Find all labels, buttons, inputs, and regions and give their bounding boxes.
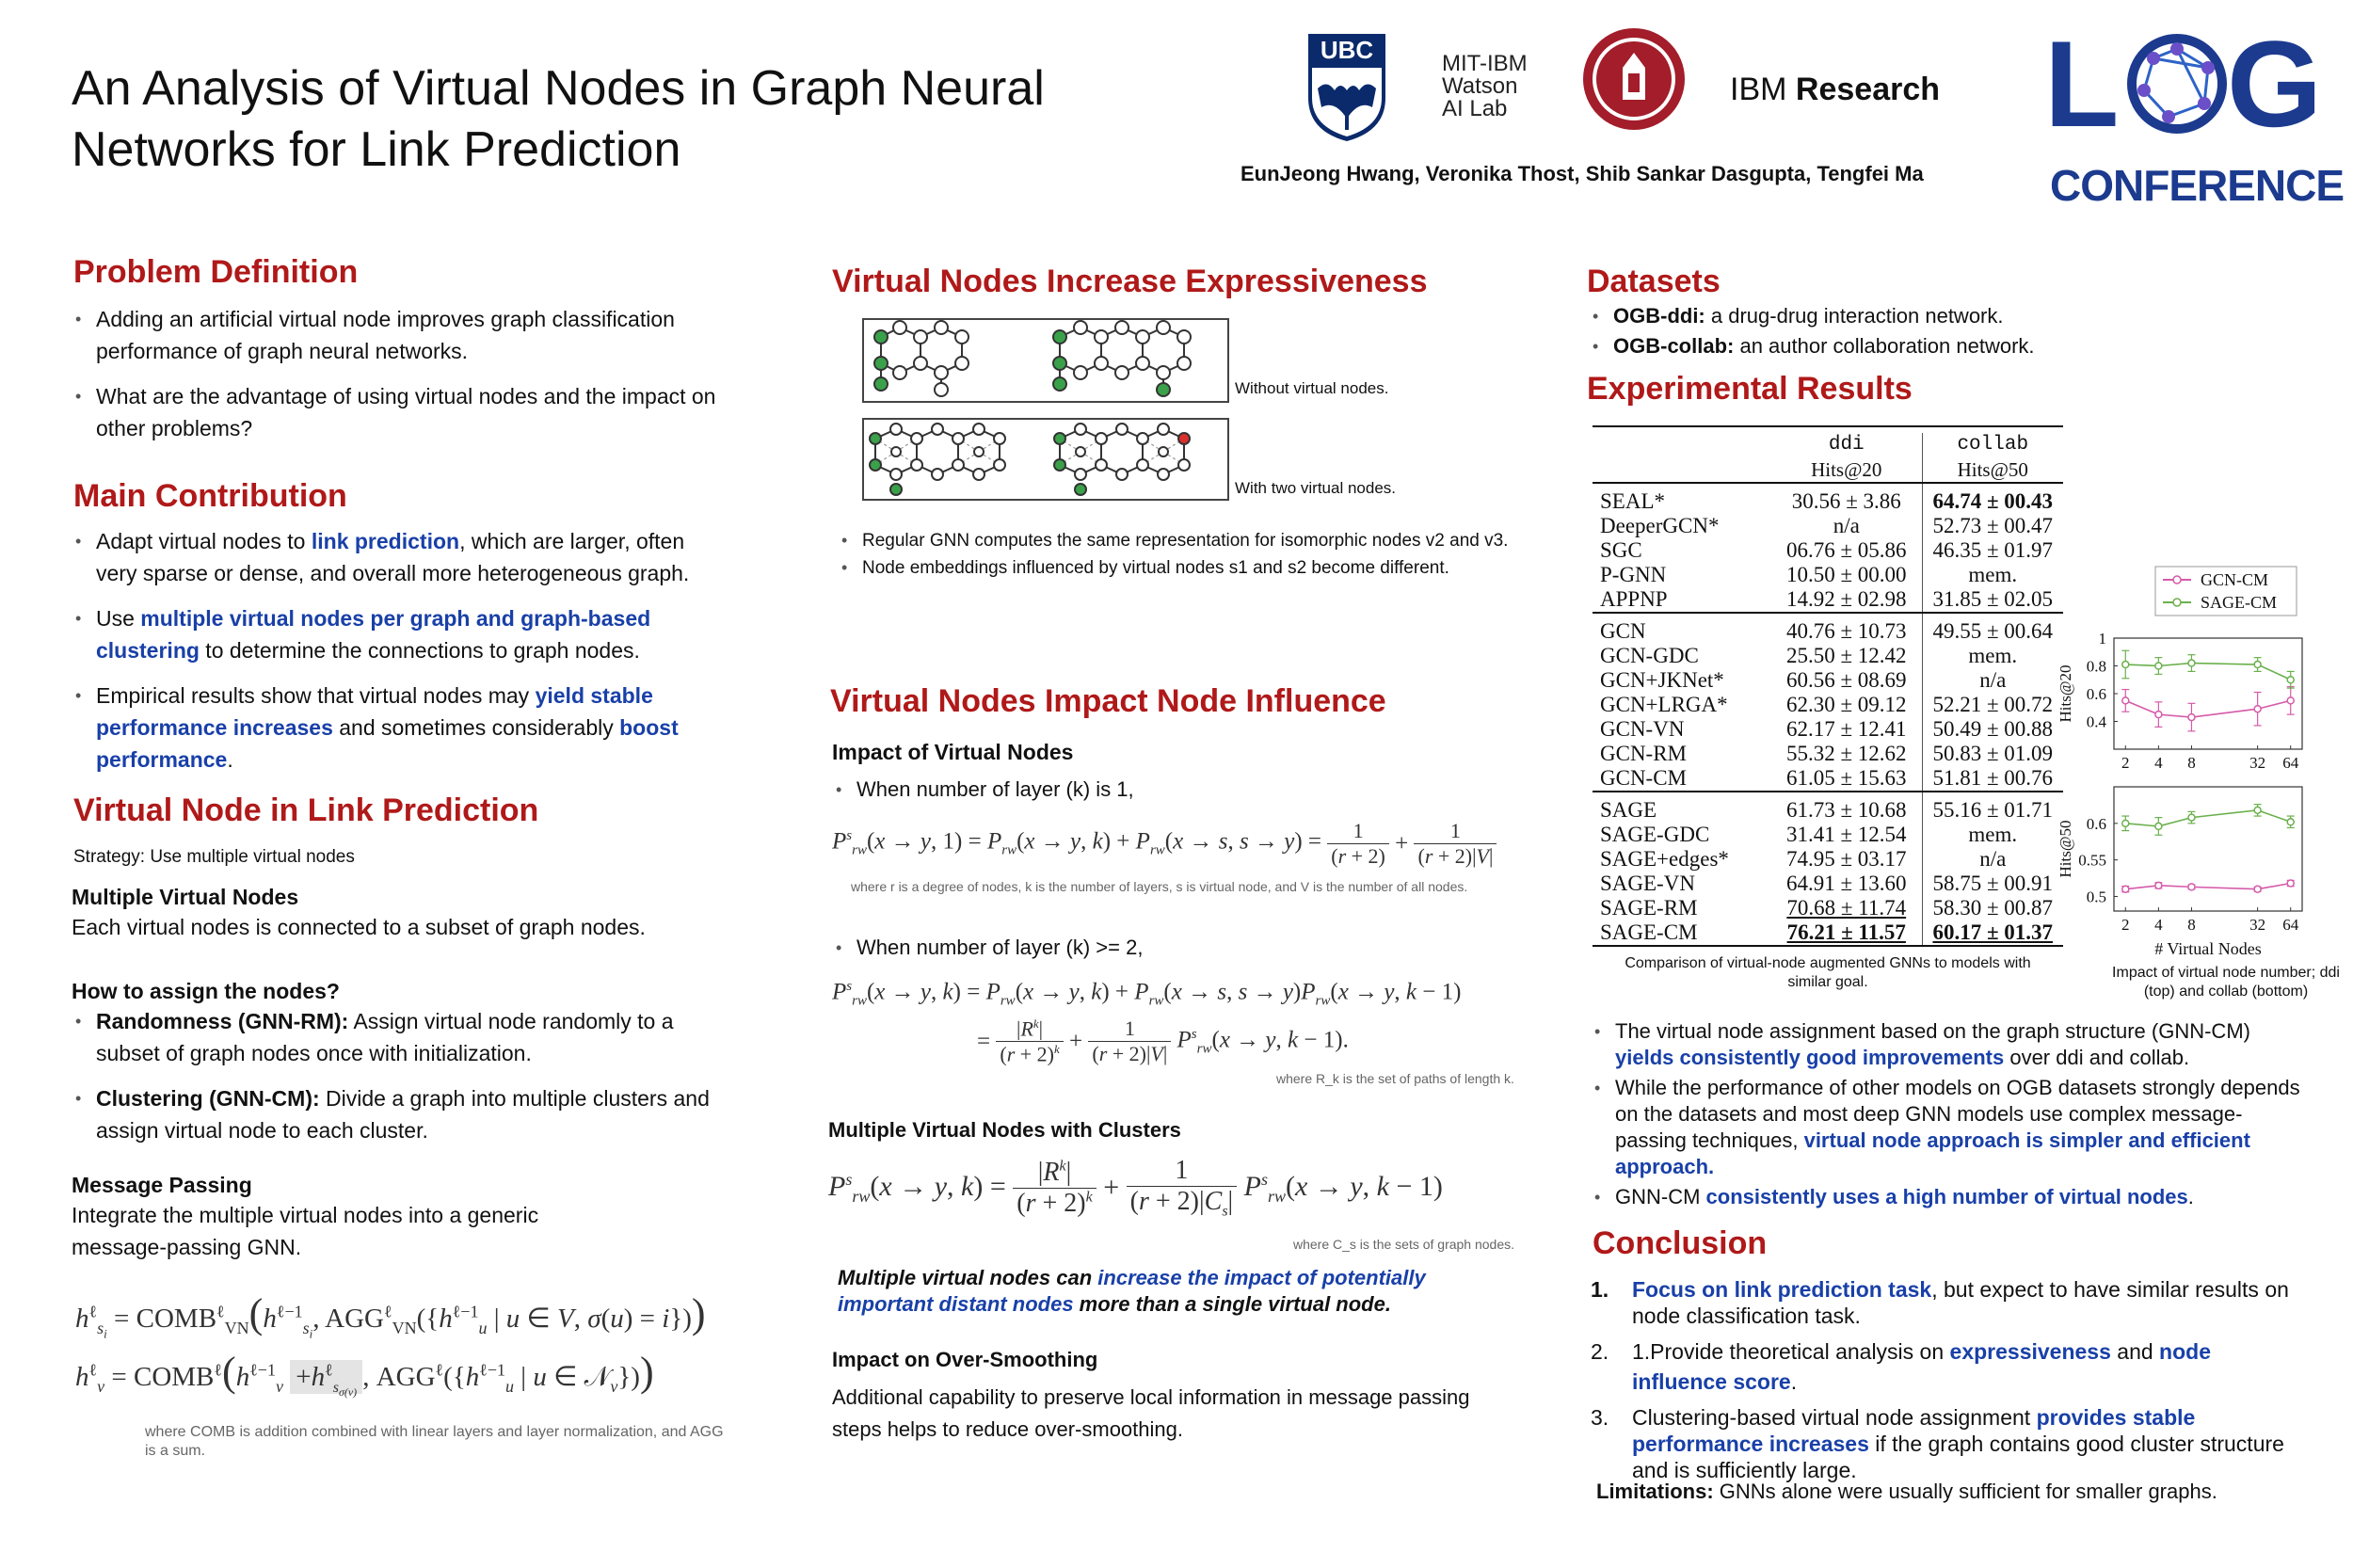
- item-number: 2.: [1591, 1339, 1609, 1364]
- chart-caption: Impact of virtual node number; ddi (top) and collab (bottom): [2112, 965, 2340, 1000]
- item-number: 1.: [1591, 1277, 1609, 1302]
- col-head-ddi: [1771, 433, 1922, 483]
- subheading-impact-of-virtual-nodes: Impact of Virtual Nodes: [832, 740, 1074, 764]
- multiple-virtual-nodes-text: Each virtual nodes is connected to a subset of graph nodes.: [72, 915, 646, 939]
- k1-bullet-list: [832, 776, 1491, 817]
- text: 1.Provide theoretical analysis on: [1632, 1339, 1950, 1364]
- x-tick-label: 64: [2282, 754, 2299, 772]
- text: Empirical results show that virtual nodes may: [96, 683, 536, 708]
- data-point: [2122, 662, 2129, 668]
- table-row: [1593, 693, 2063, 717]
- equation-influence-clusters: $P^s_{rw}(x \to y$, k) = $\frac{|R^k|}{(r + 2)^k}$ + $\frac{1}{(r + 2)|C_s|}$ $P^s_{rw}(x \to y$, k − 1): [828, 1156, 1443, 1220]
- equation-influence-k1: $P^s_{rw}(x \to y$, $1) = P_{rw}(x \to y$, $k) + P_{rw}(x \to s$, s → y) = $\frac{1}{(r + 2)}$ + $\frac{1}{(r + 2)|V|}$: [832, 819, 1497, 869]
- ibm-research-logo: [1730, 72, 1940, 108]
- col-head-metric: Hits@20: [1811, 458, 1882, 481]
- text: While the performance of other models on OGB datasets strongly depends on the datasets and most deep GNN models use complex message-passing techniques,: [1615, 1076, 2300, 1152]
- table-group-sage: [1593, 792, 2063, 946]
- table-row: [1593, 920, 2063, 946]
- table-caption: Comparison of virtual-node augmented GNNs to models with similar goal.: [1625, 955, 2031, 990]
- problem-bullets: [72, 303, 730, 457]
- text: Adapt virtual nodes to: [96, 529, 312, 553]
- log-graph-icon: [2125, 32, 2229, 136]
- dataset-name: OGB-collab:: [1613, 334, 1735, 358]
- dataset-name: OGB-ddi:: [1613, 304, 1705, 328]
- text: and: [2110, 1339, 2160, 1364]
- table-row: [1593, 538, 2063, 563]
- k2-note: where R_k is the set of paths of length k.: [1276, 1071, 1514, 1086]
- message-passing-text: Integrate the multiple virtual nodes into a generic message-passing GNN.: [72, 1203, 539, 1259]
- x-tick-label: 8: [2187, 916, 2196, 934]
- score-cell: 30.56 ± 3.86: [1771, 483, 1922, 514]
- bold-label: Clustering (GNN-CM):: [96, 1086, 320, 1111]
- equation-influence-k2-line1: $P^s_{rw}(x \to y$, $k) = P_{rw}(x \to y$, $k) + P_{rw}(x \to s$, $s \to y)P_{rw}(x \to y$, k − 1): [832, 979, 1462, 1009]
- data-point: [2287, 697, 2294, 704]
- highlight-text: multiple virtual nodes per graph and graph-based clustering: [96, 606, 651, 663]
- score-cell: 49.55 ± 00.64: [1932, 619, 2054, 643]
- text: a drug-drug interaction network.: [1705, 304, 2004, 328]
- legend-marker: [2173, 576, 2181, 584]
- conclusion-item: [1591, 1404, 2306, 1483]
- data-point: [2188, 714, 2195, 721]
- text: Use: [96, 606, 141, 631]
- model-name-cell: SAGE-GDC: [1600, 823, 1710, 846]
- score-cell: 61.05 ± 15.63: [1771, 766, 1922, 792]
- dataset-item: [1589, 301, 2248, 331]
- heading-datasets: Datasets: [1587, 264, 1721, 299]
- umass-seal: [1581, 26, 1687, 132]
- conclusion-item: [1591, 1336, 2306, 1397]
- highlight-text: increase the impact of potentially important distant nodes: [838, 1266, 1426, 1316]
- contribution-bullet: [72, 602, 730, 666]
- model-name-cell: SAGE-CM: [1600, 920, 1698, 944]
- score-cell: 60.17 ± 01.37: [1932, 920, 2054, 944]
- text: The virtual node assignment based on the graph structure (GNN-CM): [1615, 1019, 2250, 1043]
- x-tick-label: 8: [2187, 754, 2196, 772]
- score-cell: 58.75 ± 00.91: [1932, 872, 2054, 895]
- assign-bullet: [72, 1082, 730, 1146]
- model-name-cell: P-GNN: [1600, 563, 1667, 586]
- table-row: [1593, 896, 2063, 920]
- ibm-text: IBM: [1730, 72, 1787, 107]
- score-cell: 62.17 ± 12.41: [1771, 717, 1922, 742]
- caption-without-virtual-nodes: Without virtual nodes.: [1235, 379, 1389, 397]
- table-row: [1593, 872, 2063, 896]
- heading-node-influence: Virtual Nodes Impact Node Influence: [830, 683, 1386, 719]
- score-cell: mem.: [1968, 823, 2018, 846]
- limitations: [1596, 1480, 2217, 1504]
- model-name-cell: GCN-CM: [1600, 766, 1688, 790]
- results-table-container: [1593, 425, 2063, 992]
- score-cell: 31.41 ± 12.54: [1771, 823, 1922, 847]
- over-smoothing-text: Additional capability to preserve local information in message passing steps helps to reduce over-smoothing.: [832, 1385, 1470, 1441]
- k1-bullet: • When number of layer (k) is 1,: [832, 776, 1491, 804]
- x-tick-label: 64: [2282, 916, 2299, 934]
- log-letter-g: G: [2227, 15, 2323, 152]
- limitations-text: GNNs alone were usually sufficient for smaller graphs.: [1713, 1480, 2217, 1503]
- text: over ddi and collab.: [2004, 1046, 2190, 1069]
- text: .: [227, 747, 233, 772]
- strategy-text: Strategy: Use multiple virtual nodes: [73, 847, 355, 867]
- score-cell: 25.50 ± 12.42: [1771, 644, 1922, 668]
- heading-conclusion: Conclusion: [1593, 1225, 1768, 1261]
- x-tick-label: 2: [2121, 916, 2130, 934]
- data-point: [2155, 823, 2162, 829]
- results-table: [1593, 433, 2063, 947]
- highlight-text: consistently uses a high number of virtual nodes: [1705, 1185, 2188, 1208]
- heading-virtual-node-link-prediction: Virtual Node in Link Prediction: [73, 792, 539, 828]
- score-cell: 55.32 ± 12.62: [1771, 742, 1922, 766]
- score-cell: 62.30 ± 09.12: [1771, 693, 1922, 717]
- x-tick-label: 4: [2154, 916, 2163, 934]
- limitations-label: Limitations:: [1596, 1480, 1714, 1503]
- score-cell: 55.16 ± 01.71: [1932, 798, 2054, 822]
- score-cell: 70.68 ± 11.74: [1771, 896, 1922, 920]
- highlight-text: boost performance: [96, 715, 679, 772]
- model-name-cell: SGC: [1600, 538, 1642, 562]
- text: if the graph contains good cluster structure and is sufficiently large.: [1632, 1432, 2284, 1482]
- y-tick-label: 0.6: [2086, 685, 2106, 703]
- y-tick-label: 0.55: [2078, 851, 2106, 870]
- score-cell: 61.73 ± 10.68: [1771, 792, 1922, 823]
- data-point: [2254, 807, 2261, 813]
- y-tick-label: 1: [2098, 630, 2106, 648]
- text: Assign virtual node randomly to a subset of graph nodes once with initialization.: [96, 1009, 674, 1065]
- log-letter-l: L: [2044, 15, 2120, 152]
- contribution-bullets: [72, 525, 730, 789]
- clusters-note: where C_s is the sets of graph nodes.: [1293, 1237, 1515, 1252]
- assign-bullets: [72, 1005, 730, 1160]
- table-row: [1593, 766, 2063, 792]
- model-name-cell: DeeperGCN*: [1600, 514, 1720, 537]
- conclusion-item: [1591, 1276, 2306, 1329]
- table-row: [1593, 563, 2063, 587]
- model-name-cell: GCN: [1600, 619, 1646, 643]
- y-tick-label: 0.8: [2086, 657, 2106, 676]
- heading-increase-expressiveness: Virtual Nodes Increase Expressiveness: [832, 264, 1428, 299]
- highlight-text: virtual node approach is simpler and efficient approach.: [1615, 1128, 2250, 1178]
- score-cell: mem.: [1968, 644, 2018, 667]
- text: , which are larger, often very sparse or dense, and overall more heterogeneous graph.: [96, 529, 690, 585]
- log-conference-logo: [2044, 15, 2345, 210]
- equation-virtual-node-update: $h^\ell_{s_i}$ = $COMB^\ell_{VN}(h^{\ell-1}_{s_i}$, $AGG^\ell_{VN}(\{h^{\ell-1}_u$ | u ∈ V, σ(u) = i})): [75, 1290, 706, 1341]
- y-axis-label: Hits@50: [2057, 820, 2074, 878]
- score-cell: n/a: [1979, 847, 2007, 871]
- highlight-text: Focus on link prediction task: [1632, 1277, 1932, 1302]
- col-head-metric: Hits@50: [1957, 458, 2028, 481]
- dataset-item: [1589, 331, 2248, 361]
- score-cell: n/a: [1771, 514, 1922, 538]
- x-tick-label: 32: [2249, 754, 2266, 772]
- x-tick-label: 2: [2121, 754, 2130, 772]
- conclusion-list: [1591, 1276, 2306, 1491]
- score-cell: 74.95 ± 03.17: [1771, 847, 1922, 872]
- score-cell: 52.73 ± 00.47: [1932, 514, 2054, 537]
- highlight-text: yields consistently good improvements: [1615, 1046, 2005, 1069]
- data-point: [2287, 677, 2294, 683]
- col-head-text: ddi: [1828, 434, 1865, 456]
- graph-illustration-with-vn: [862, 418, 1229, 501]
- score-cell: 31.85 ± 02.05: [1932, 587, 2054, 611]
- table-corner: [1593, 433, 1771, 483]
- text: to determine the connections to graph nodes.: [199, 638, 640, 663]
- subheading-assign-nodes: How to assign the nodes?: [72, 979, 340, 1003]
- text: GNN-CM: [1615, 1185, 1706, 1208]
- model-name-cell: GCN+LRGA*: [1600, 693, 1728, 716]
- key-claim: [838, 1265, 1497, 1318]
- data-point: [2155, 882, 2162, 888]
- data-point: [2254, 662, 2261, 668]
- series-line-sage-cm: [2125, 810, 2290, 826]
- highlight-text: yield stable performance increases: [96, 683, 653, 740]
- score-cell: 60.56 ± 08.69: [1771, 668, 1922, 693]
- table-row: [1593, 483, 2063, 514]
- score-cell: 76.21 ± 11.57: [1771, 920, 1922, 946]
- score-cell: mem.: [1968, 563, 2018, 586]
- conference-text: CONFERENCE: [2050, 161, 2345, 210]
- results-bullet: [1591, 1018, 2306, 1071]
- model-name-cell: GCN-VN: [1600, 717, 1685, 741]
- model-name-cell: SEAL*: [1600, 489, 1665, 513]
- table-row: [1593, 613, 2063, 644]
- contribution-bullet: [72, 525, 730, 589]
- score-cell: 46.35 ± 01.97: [1932, 538, 2054, 562]
- heading-problem-definition: Problem Definition: [73, 254, 359, 290]
- k2-bullet: • When number of layer (k) >= 2,: [832, 934, 1491, 962]
- score-cell: 50.83 ± 01.09: [1932, 742, 2054, 765]
- data-point: [2188, 814, 2195, 821]
- text: , but expect to have similar results on node classification task.: [1632, 1277, 2289, 1328]
- col-head-text: collab: [1957, 434, 2029, 456]
- score-cell: 58.30 ± 00.87: [1932, 896, 2054, 920]
- mit-ibm-logo: [1442, 53, 1528, 120]
- model-name-cell: SAGE-RM: [1600, 896, 1698, 920]
- data-point: [2122, 820, 2129, 826]
- plot-frame: [2114, 787, 2302, 911]
- expressiveness-bullet: • Regular GNN computes the same representation for isomorphic nodes v2 and v3.: [838, 527, 1515, 554]
- score-cell: 51.81 ± 00.76: [1932, 766, 2054, 790]
- results-bullet: [1591, 1075, 2306, 1180]
- y-tick-label: 0.6: [2086, 814, 2106, 833]
- mit-ibm-line1: MIT-IBM: [1442, 51, 1528, 76]
- text: an author collaboration network.: [1734, 334, 2035, 358]
- table-group-gcn: [1593, 613, 2063, 792]
- text: .: [2187, 1185, 2194, 1208]
- score-cell: 10.50 ± 00.00: [1771, 563, 1922, 587]
- model-name-cell: SAGE+edges*: [1600, 847, 1729, 871]
- k1-note: where r is a degree of nodes, k is the number of layers, s is virtual node, and V is the number of all nodes.: [851, 879, 1468, 894]
- contribution-bullet: [72, 680, 730, 776]
- table-row: [1593, 823, 2063, 847]
- highlight-text: link prediction: [311, 529, 460, 553]
- table-row: [1593, 792, 2063, 823]
- model-name-cell: GCN-GDC: [1600, 644, 1699, 667]
- virtual-node-number-chart: [2059, 565, 2334, 960]
- k2-bullet-list: [832, 934, 1491, 975]
- table-row: [1593, 717, 2063, 742]
- y-tick-label: 0.5: [2086, 888, 2106, 906]
- datasets-list: [1589, 301, 2248, 361]
- model-name-cell: GCN-RM: [1600, 742, 1688, 765]
- assign-bullet: [72, 1005, 730, 1069]
- subheading-multiple-virtual-nodes: Multiple Virtual Nodes: [72, 885, 299, 909]
- legend-label: GCN-CM: [2201, 570, 2269, 589]
- data-point: [2188, 884, 2195, 890]
- score-cell: 64.91 ± 13.60: [1771, 872, 1922, 896]
- problem-bullet: • Adding an artificial virtual node improves graph classification performance of graph neural networks.: [72, 303, 730, 367]
- heading-main-contribution: Main Contribution: [73, 478, 347, 514]
- series-line-gcn-cm: [2125, 700, 2290, 717]
- caption-with-two-virtual-nodes: With two virtual nodes.: [1235, 479, 1397, 497]
- model-name-cell: GCN+JKNet*: [1600, 668, 1724, 692]
- score-cell: 06.76 ± 05.86: [1771, 538, 1922, 563]
- legend-label: SAGE-CM: [2201, 593, 2278, 612]
- mit-ibm-line2: Watson: [1442, 73, 1518, 99]
- results-bullets: [1591, 1018, 2306, 1214]
- data-point: [2155, 712, 2162, 718]
- highlight-text: provides stable performance increases: [1632, 1405, 2196, 1456]
- model-name-cell: APPNP: [1600, 587, 1668, 611]
- expressiveness-bullets: [838, 527, 1515, 582]
- ubc-logo-text: UBC: [1320, 36, 1374, 64]
- table-row: [1593, 668, 2063, 693]
- expressiveness-bullet: • Node embeddings influenced by virtual nodes s1 and s2 become different.: [838, 554, 1515, 582]
- author-list: EunJeong Hwang, Veronika Thost, Shib Sankar Dasgupta, Tengfei Ma: [1241, 162, 1924, 185]
- series-line-gcn-cm: [2125, 883, 2290, 888]
- graph-illustration-without-vn: [862, 318, 1229, 403]
- model-name-cell: SAGE: [1600, 798, 1657, 822]
- results-bullet: [1591, 1184, 2306, 1210]
- score-cell: 40.76 ± 10.73: [1771, 613, 1922, 644]
- heading-experimental-results: Experimental Results: [1587, 371, 1913, 407]
- subheading-over-smoothing: Impact on Over-Smoothing: [832, 1348, 1098, 1371]
- item-number: 3.: [1591, 1405, 1609, 1430]
- score-cell: 52.21 ± 00.72: [1932, 693, 2054, 716]
- text: and sometimes considerably: [332, 715, 620, 740]
- subheading-multiple-vn-clusters: Multiple Virtual Nodes with Clusters: [828, 1118, 1181, 1142]
- table-group-baselines: [1593, 483, 2063, 613]
- mit-ibm-line3: AI Lab: [1442, 96, 1508, 121]
- table-row: [1593, 514, 2063, 538]
- subheading-message-passing: Message Passing: [72, 1173, 252, 1197]
- data-point: [2122, 886, 2129, 892]
- table-row: [1593, 644, 2063, 668]
- table-row: [1593, 587, 2063, 613]
- data-point: [2287, 819, 2294, 825]
- research-text: Research: [1795, 72, 1941, 107]
- y-tick-label: 0.4: [2086, 712, 2106, 731]
- score-cell: 14.92 ± 02.98: [1771, 587, 1922, 613]
- highlight-text: node influence score: [1632, 1339, 2211, 1394]
- col-head-collab: [1922, 433, 2063, 483]
- legend-marker: [2173, 599, 2181, 606]
- x-tick-label: 32: [2249, 916, 2266, 934]
- plot-frame: [2114, 638, 2302, 749]
- data-point: [2254, 706, 2261, 712]
- ubc-logo: [1306, 32, 1387, 143]
- text: .: [1790, 1369, 1798, 1394]
- text: Multiple virtual nodes can: [838, 1266, 1098, 1289]
- x-axis-label: # Virtual Nodes: [2154, 939, 2262, 958]
- equation-influence-k2-line2: = $\frac{|R^k|}{(r + 2)^k}$ + $\frac{1}{(r + 2)|V|}$ $P^s_{rw}(x \to y$, k − 1).: [977, 1016, 1349, 1066]
- text: Clustering-based virtual node assignment: [1632, 1405, 2037, 1430]
- highlight-text: expressiveness: [1949, 1339, 2111, 1364]
- data-point: [2188, 660, 2195, 666]
- data-point: [2287, 880, 2294, 887]
- y-axis-label: Hits@20: [2057, 664, 2074, 723]
- text: more than a single virtual node.: [1073, 1292, 1391, 1316]
- series-line-sage-cm: [2125, 664, 2290, 680]
- bold-label: Randomness (GNN-RM):: [96, 1009, 349, 1033]
- model-name-cell: SAGE-VN: [1600, 872, 1695, 895]
- data-point: [2254, 886, 2261, 892]
- score-cell: 50.49 ± 00.88: [1932, 717, 2054, 741]
- score-cell: n/a: [1979, 668, 2007, 692]
- equation-node-update: $h^\ell_v$ = $COMB^\ell(h^{\ell-1}_v +h^\ell_{s_{\sigma(v)}}$ , $AGG^\ell(\{h^{\ell-1}_u$ | u ∈ 𝒩$_v$})): [75, 1349, 654, 1399]
- x-tick-label: 4: [2154, 754, 2163, 772]
- table-row: [1593, 742, 2063, 766]
- poster-title: An Analysis of Virtual Nodes in Graph Neural Networks for Link Prediction: [72, 61, 1045, 177]
- problem-bullet: • What are the advantage of using virtual nodes and the impact on other problems?: [72, 380, 730, 444]
- score-cell: 64.74 ± 00.43: [1932, 489, 2054, 513]
- data-point: [2155, 663, 2162, 669]
- data-point: [2122, 697, 2129, 704]
- text: Divide a graph into multiple clusters and assign virtual node to each cluster.: [96, 1086, 710, 1143]
- message-passing-note: where COMB is addition combined with linear layers and layer normalization, and AGG is a sum.: [145, 1424, 724, 1459]
- table-row: [1593, 847, 2063, 872]
